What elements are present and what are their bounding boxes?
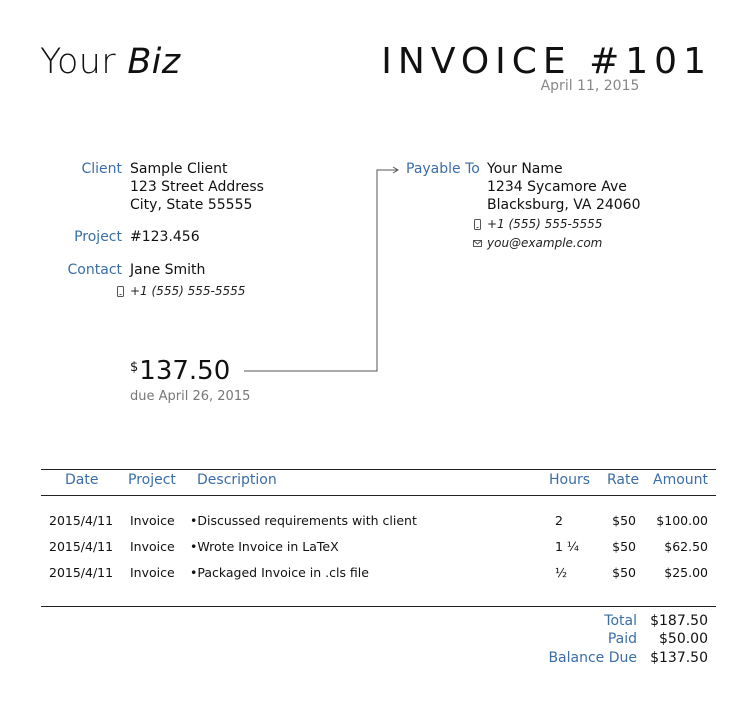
paid-label: Paid [607,631,637,647]
currency-symbol: $ [130,360,139,375]
amount-due-value: 137.50 [139,356,231,386]
contact-phone: +1 (555) 555-5555 [130,284,246,298]
row1-rate: $50 [612,513,636,528]
row1-description: •Discussed requirements with client [190,513,417,528]
payable-address-line1: 1234 Sycamore Ave [487,179,627,195]
envelope-icon [471,237,483,249]
row3-hours: ½ [555,565,568,580]
project-label: Project [74,229,122,245]
table-bottom-rule [41,606,716,607]
row3-rate: $50 [612,565,636,580]
business-name-regular: Your [40,42,116,82]
column-header-description: Description [197,472,277,488]
payable-address-line2: Blacksburg, VA 24060 [487,197,641,213]
contact-name: Jane Smith [130,262,206,278]
row1-project: Invoice [130,513,175,528]
column-header-project: Project [128,472,176,488]
row1-date: 2015/4/11 [49,513,114,528]
business-name-italic: Biz [127,42,181,82]
row2-rate: $50 [612,539,636,554]
column-header-date: Date [65,472,99,488]
row2-date: 2015/4/11 [49,539,114,554]
row3-project: Invoice [130,565,175,580]
client-label: Client [81,161,122,177]
column-header-amount: Amount [653,472,709,488]
invoice-date: April 11, 2015 [540,78,640,94]
project-number: #123.456 [130,229,200,245]
row1-amount: $100.00 [656,513,708,528]
row1-hours: 2 [555,513,563,528]
payable-to-label: Payable To [406,161,480,177]
table-header-rule [41,495,716,496]
table-top-rule [41,469,716,470]
mobile-phone-icon [471,218,483,230]
client-address-line1: 123 Street Address [130,179,264,195]
row2-project: Invoice [130,539,175,554]
contact-label: Contact [67,262,122,278]
payable-phone: +1 (555) 555-5555 [487,217,603,231]
row3-description: •Packaged Invoice in .cls file [190,565,369,580]
column-header-hours: Hours [549,472,591,488]
column-header-rate: Rate [607,472,640,488]
due-date: due April 26, 2015 [130,389,251,404]
total-value: $187.50 [650,613,708,629]
row2-description: •Wrote Invoice in LaTeX [190,539,339,554]
payable-name: Your Name [487,161,563,177]
balance-due-label: Balance Due [548,650,637,666]
total-label: Total [604,613,637,629]
row2-hours: 1 ¼ [555,539,580,554]
amount-due [130,356,230,386]
paid-value: $50.00 [659,631,708,647]
row2-amount: $62.50 [664,539,708,554]
business-name [40,40,180,84]
payable-email: you@example.com [487,236,603,250]
client-name: Sample Client [130,161,228,177]
balance-due-value: $137.50 [650,650,708,666]
client-address-line2: City, State 55555 [130,197,253,213]
row3-date: 2015/4/11 [49,565,114,580]
mobile-phone-icon [114,285,126,297]
invoice-title: INVOICE #101 [381,41,712,82]
row3-amount: $25.00 [664,565,708,580]
